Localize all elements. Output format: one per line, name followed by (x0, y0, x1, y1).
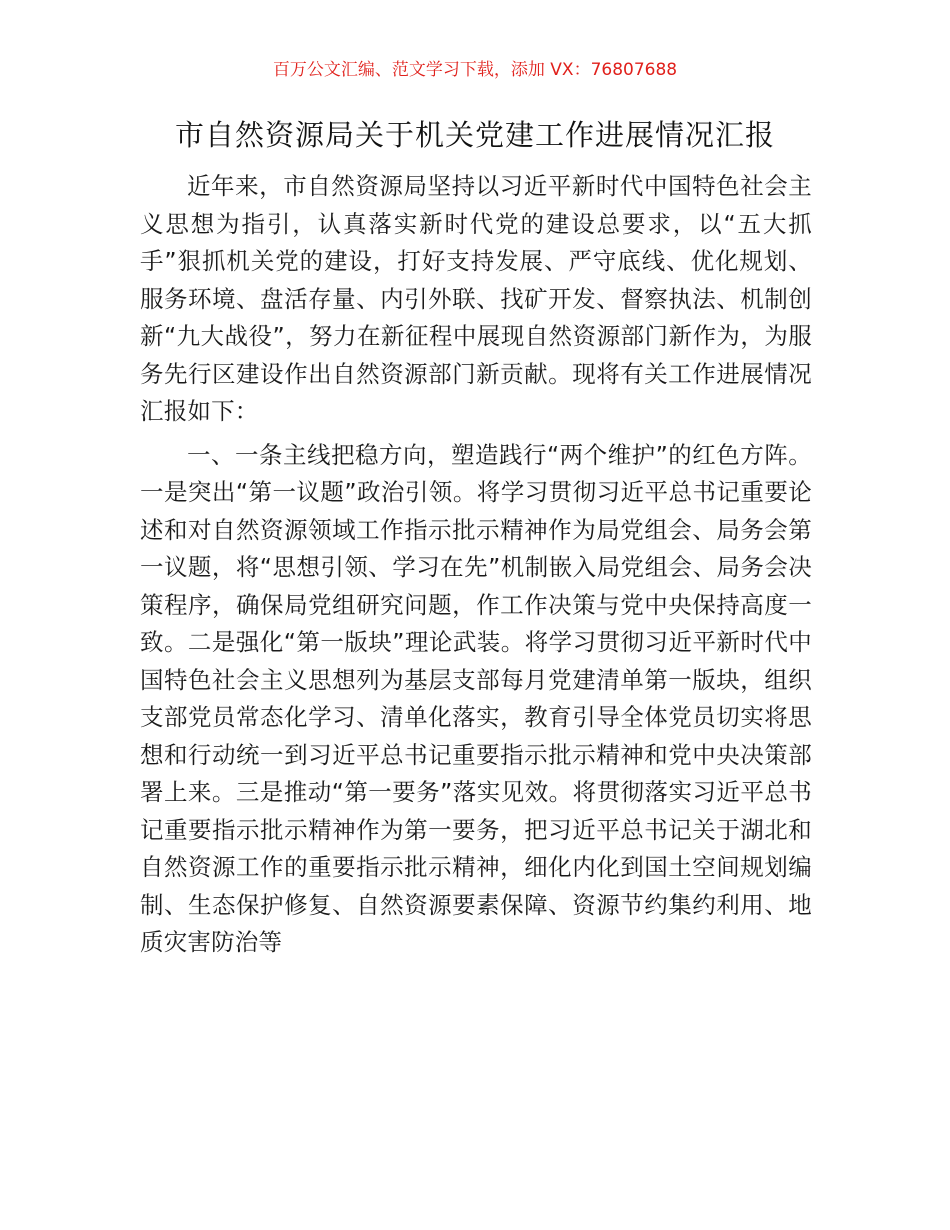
document-title: 市自然资源局关于机关党建工作进展情况汇报 (174, 118, 775, 152)
document-body (140, 168, 812, 962)
paragraph-section-one: 一、一条主线把稳方向，塑造践行“两个维护”的红色方阵。一是突出“第一议题”政治引领。将学习贯彻习近平总书记重要论述和对自然资源领域工作指示批示精神作为局党组会、局务会第一议题，将“思想引领、学习在先”机制嵌入局党组会、局务会决策程序，确保局党组研究问题，作工作决策与党中央保持高度一致。二是强化“第一版块”理论武装。将学习贯彻习近平新时代中国特色社会主义思想列为基层支部每月党建清单第一版块，组织支部党员常态化学习、清单化落实，教育引导全体党员切实将思想和行动统一到习近平总书记重要指示批示精神和党中央决策部署上来。三是推动“第一要务”落实见效。将贯彻落实习近平总书记重要指示批示精神作为第一要务，把习近平总书记关于湖北和自然资源工作的重要指示批示精神，细化内化到国土空间规划编制、生态保护修复、自然资源要素保障、资源节约集约利用、地质灾害防治等 (140, 440, 812, 956)
header-banner: 百万公文汇编、范文学习下载，添加 VX：76807688 (272, 60, 678, 80)
paragraph-intro: 近年来，市自然资源局坚持以习近平新时代中国特色社会主义思想为指引，认真落实新时代党的建设总要求，以“五大抓手”狠抓机关党的建设，打好支持发展、严守底线、优化规划、服务环境、盘活存量、内引外联、找矿开发、督察执法、机制创新“九大战役”，努力在新征程中展现自然资源部门新作为，为服务先行区建设作出自然资源部门新贡献。现将有关工作进展情况汇报如下： (140, 172, 812, 425)
